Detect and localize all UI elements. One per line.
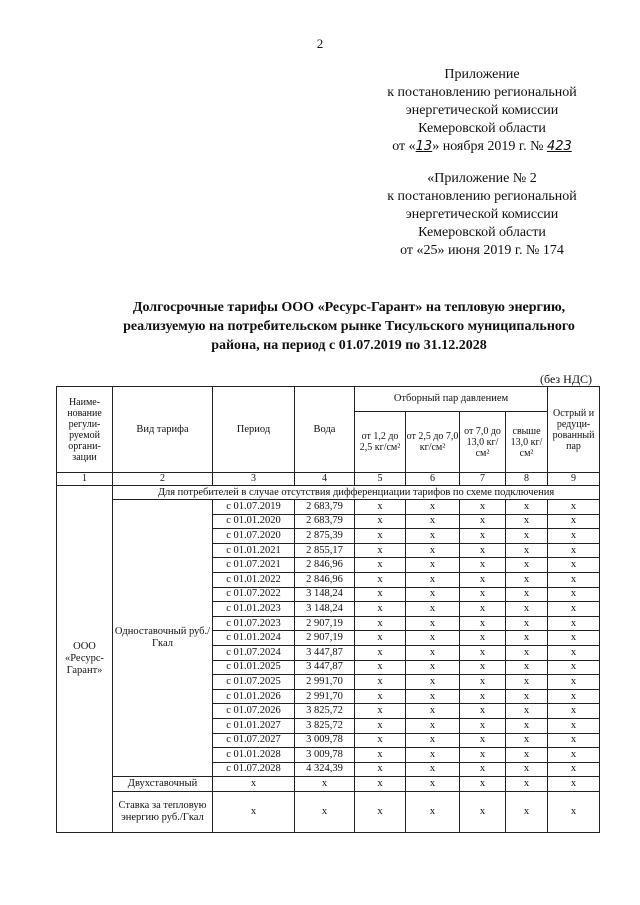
x-cell: х [406,529,460,544]
water-cell: 2 991,70 [295,689,355,704]
x-cell: х [548,792,600,833]
x-cell: х [548,500,600,515]
org-name-cell: ООО «Ресурс-Гарант» [57,486,113,833]
period-cell: с 01.07.2020 [213,529,295,544]
period-cell: с 01.01.2025 [213,660,295,675]
appendix2-line: энергетической комиссии [405,207,559,222]
period-cell: с 01.01.2028 [213,748,295,763]
x-cell: х [548,748,600,763]
period-cell: с 01.07.2027 [213,733,295,748]
x-cell: х [548,572,600,587]
water-cell: 3 009,78 [295,733,355,748]
x-cell: х [355,572,406,587]
x-cell: х [295,777,355,792]
x-cell: х [460,514,506,529]
x-cell: х [355,616,406,631]
x-cell: х [548,704,600,719]
column-number: 8 [506,473,548,486]
water-cell: 2 907,19 [295,616,355,631]
header-steam-4: свыше 13,0 кг/см² [506,412,548,473]
x-cell: х [506,777,548,792]
x-cell: х [548,777,600,792]
period-cell: с 01.07.2019 [213,500,295,515]
table-row [57,792,600,833]
x-cell: х [460,733,506,748]
x-cell: х [355,558,406,573]
x-cell: х [460,558,506,573]
x-cell: х [355,792,406,833]
x-cell: х [355,733,406,748]
period-cell: с 01.01.2026 [213,689,295,704]
water-cell: 3 447,87 [295,660,355,675]
appendix-line: к постановлению региональной [387,85,577,100]
x-cell: х [548,718,600,733]
x-cell: х [548,514,600,529]
x-cell: х [355,602,406,617]
title-line: реализуемую на потребительском рынке Тисульского муниципального [123,319,575,334]
x-cell: х [355,689,406,704]
tariff-table [56,386,600,833]
water-cell: 4 324,39 [295,762,355,777]
x-cell: х [460,543,506,558]
appendix-date [372,138,592,156]
x-cell: х [355,748,406,763]
water-cell: 2 683,79 [295,500,355,515]
x-cell: х [548,616,600,631]
x-cell: х [460,587,506,602]
x-cell: х [548,631,600,646]
x-cell: х [548,602,600,617]
rate-label: Ставка за тепловую энергию руб./Гкал [113,792,213,833]
x-cell: х [460,660,506,675]
x-cell: х [506,792,548,833]
period-cell: с 01.07.2021 [213,558,295,573]
vat-note: (без НДС) [540,372,593,386]
appendix2-block [372,170,592,260]
x-cell: х [506,529,548,544]
x-cell: х [548,587,600,602]
period-cell: с 01.07.2025 [213,675,295,690]
water-cell: 3 825,72 [295,704,355,719]
x-cell: х [406,616,460,631]
column-number: 7 [460,473,506,486]
water-cell: 2 907,19 [295,631,355,646]
x-cell: х [460,762,506,777]
water-cell: 3 447,87 [295,645,355,660]
header-steam-3: от 7,0 до 13,0 кг/см² [460,412,506,473]
column-number: 1 [57,473,113,486]
x-cell: х [506,616,548,631]
x-cell: х [355,631,406,646]
x-cell: х [506,631,548,646]
x-cell: х [355,529,406,544]
x-cell: х [548,529,600,544]
x-cell: х [506,572,548,587]
table-row [57,777,600,792]
water-cell: 3 825,72 [295,718,355,733]
period-cell: с 01.07.2023 [213,616,295,631]
x-cell: х [460,602,506,617]
header-steam-2: от 2,5 до 7,0 кг/см² [406,412,460,473]
x-cell: х [355,660,406,675]
x-cell: х [460,645,506,660]
x-cell: х [295,792,355,833]
x-cell: х [406,675,460,690]
x-cell: х [355,675,406,690]
x-cell: х [548,675,600,690]
water-cell: 3 009,78 [295,748,355,763]
water-cell: 2 846,96 [295,572,355,587]
x-cell: х [506,675,548,690]
date-prefix: от « [392,139,416,154]
x-cell: х [406,514,460,529]
x-cell: х [460,718,506,733]
x-cell: х [355,500,406,515]
date-mid: » ноября 2019 г. № [432,139,544,154]
x-cell: х [355,762,406,777]
x-cell: х [506,718,548,733]
x-cell: х [548,762,600,777]
x-cell: х [506,733,548,748]
x-cell: х [355,514,406,529]
x-cell: х [355,777,406,792]
page-number: 2 [316,36,324,51]
period-cell: с 01.07.2028 [213,762,295,777]
appendix-line: Приложение [444,67,520,82]
appendix-block [372,66,592,156]
column-number: 9 [548,473,600,486]
x-cell: х [213,792,295,833]
x-cell: х [460,689,506,704]
x-cell: х [355,704,406,719]
x-cell: х [406,602,460,617]
handwritten-day: 13 [415,139,433,154]
header-tariff-type: Вид тарифа [113,387,213,473]
x-cell: х [355,587,406,602]
column-number: 2 [113,473,213,486]
table-row [57,500,600,515]
single-rate-label: Одноставочный руб./Гкал [113,500,213,777]
x-cell: х [548,660,600,675]
x-cell: х [355,543,406,558]
header-steam-group: Отборный пар давлением [355,387,548,412]
x-cell: х [406,733,460,748]
column-number: 4 [295,473,355,486]
period-cell: с 01.07.2026 [213,704,295,719]
title-line: Долгосрочные тарифы ООО «Ресурс-Гарант» на тепловую энергию, [132,300,566,315]
x-cell: х [406,645,460,660]
x-cell: х [460,529,506,544]
water-cell: 2 875,39 [295,529,355,544]
x-cell: х [548,733,600,748]
x-cell: х [406,748,460,763]
handwritten-number: 423 [546,139,572,154]
x-cell: х [506,500,548,515]
appendix2-line: от «25» июня 2019 г. № 174 [400,243,564,258]
column-number: 3 [213,473,295,486]
x-cell: х [460,616,506,631]
span-text: Для потребителей в случае отсутствия дифференциации тарифов по схеме подключения [113,486,600,500]
x-cell: х [548,543,600,558]
x-cell: х [506,543,548,558]
x-cell: х [406,660,460,675]
two-part-label: Двухставочный [113,777,213,792]
water-cell: 3 148,24 [295,587,355,602]
column-number-row [57,473,600,486]
x-cell: х [355,645,406,660]
appendix2-line: Кемеровской области [418,225,546,240]
document-title [80,298,618,355]
x-cell: х [406,572,460,587]
x-cell: х [460,792,506,833]
header-steam-1: от 1,2 до 2,5 кг/см² [355,412,406,473]
x-cell: х [460,631,506,646]
water-cell: 3 148,24 [295,602,355,617]
period-cell: с 01.01.2027 [213,718,295,733]
water-cell: 2 846,96 [295,558,355,573]
period-cell: с 01.01.2020 [213,514,295,529]
period-cell: с 01.07.2024 [213,645,295,660]
x-cell: х [460,675,506,690]
appendix-line: энергетической комиссии [405,103,559,118]
x-cell: х [548,558,600,573]
x-cell: х [406,558,460,573]
x-cell: х [406,718,460,733]
header-sharp-steam: Острый и редуци-рованный пар [548,387,600,473]
x-cell: х [506,602,548,617]
appendix2-line: к постановлению региональной [387,189,577,204]
x-cell: х [406,792,460,833]
x-cell: х [406,762,460,777]
x-cell: х [406,777,460,792]
column-number: 5 [355,473,406,486]
x-cell: х [506,660,548,675]
water-cell: 2 683,79 [295,514,355,529]
x-cell: х [460,704,506,719]
water-cell: 2 855,17 [295,543,355,558]
x-cell: х [460,777,506,792]
x-cell: х [406,689,460,704]
x-cell: х [506,558,548,573]
x-cell: х [506,514,548,529]
x-cell: х [213,777,295,792]
period-cell: с 01.01.2022 [213,572,295,587]
period-cell: с 01.07.2022 [213,587,295,602]
x-cell: х [406,587,460,602]
x-cell: х [406,704,460,719]
period-cell: с 01.01.2024 [213,631,295,646]
water-cell: 2 991,70 [295,675,355,690]
appendix-line: Кемеровской области [418,121,546,136]
x-cell: х [506,587,548,602]
x-cell: х [548,689,600,704]
x-cell: х [506,645,548,660]
x-cell: х [460,748,506,763]
x-cell: х [406,543,460,558]
x-cell: х [506,704,548,719]
x-cell: х [355,718,406,733]
period-cell: с 01.01.2021 [213,543,295,558]
x-cell: х [460,572,506,587]
header-org: Наиме-нование регули-руемой органи-зации [57,387,113,473]
x-cell: х [406,631,460,646]
x-cell: х [548,645,600,660]
appendix2-line: «Приложение № 2 [427,171,537,186]
x-cell: х [506,762,548,777]
x-cell: х [506,748,548,763]
period-cell: с 01.01.2023 [213,602,295,617]
column-number: 6 [406,473,460,486]
x-cell: х [460,500,506,515]
x-cell: х [506,689,548,704]
title-line: района, на период с 01.07.2019 по 31.12.2028 [211,338,487,353]
header-water: Вода [295,387,355,473]
header-period: Период [213,387,295,473]
x-cell: х [406,500,460,515]
